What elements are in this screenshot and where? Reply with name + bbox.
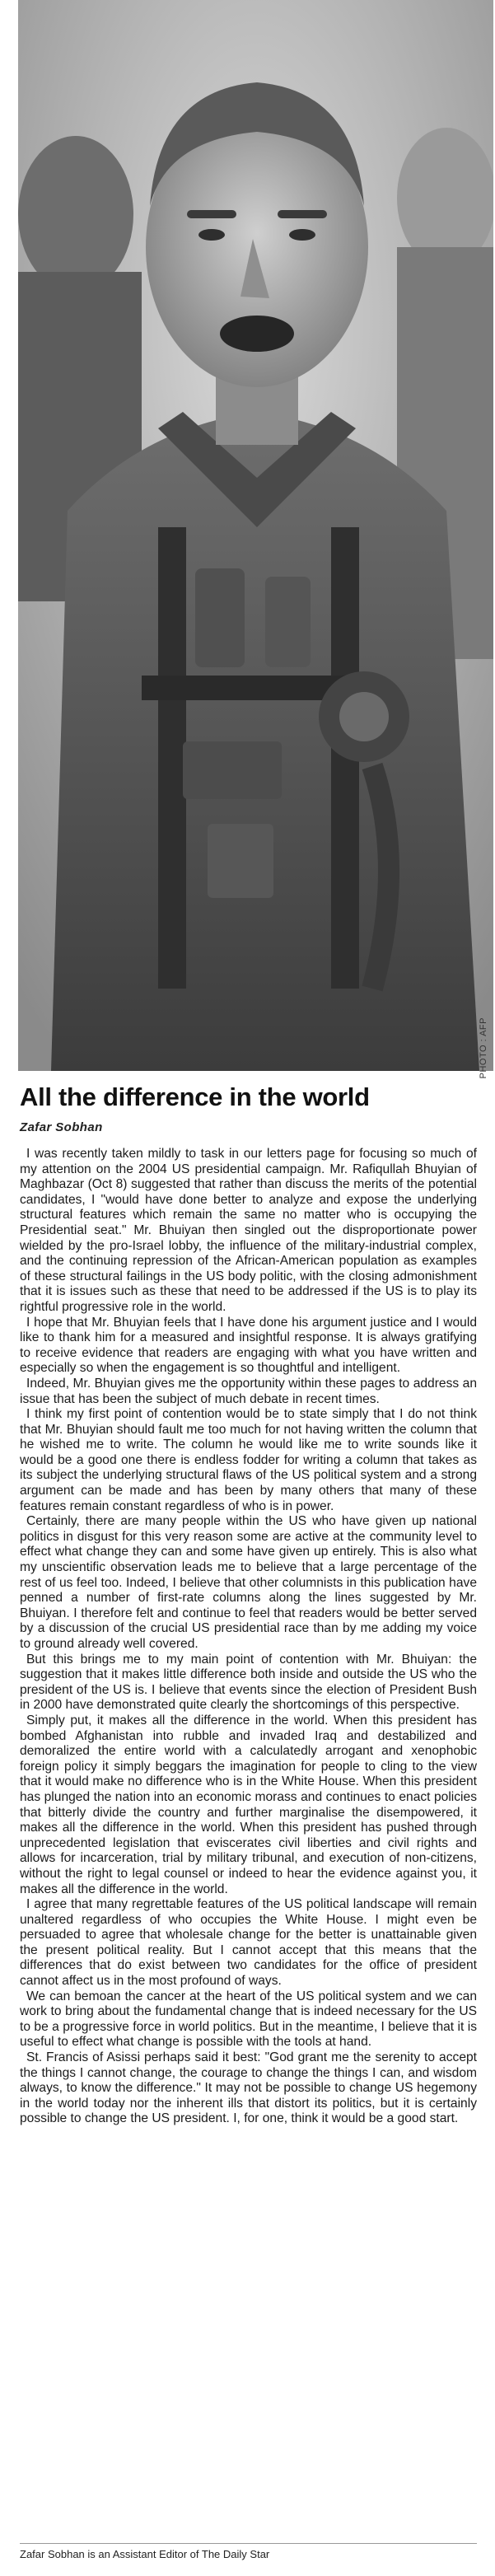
- photo-credit: PHOTO : AFP: [479, 1017, 488, 1079]
- article-paragraph: I think my first point of contention would be to state simply that I do not think that Mr. Bhuyian should fault me too much for not having written the column that he wished me to write. The column he would like me to write sounds like it would be a good one there is endless fodder for writing a column that takes as its subject the underlying structural flaws of the US political system and a strong argument can be made and has been by many others that many of these features remain constant regardless of who is in power.: [20, 1407, 477, 1513]
- article-byline: Zafar Sobhan: [20, 1120, 103, 1134]
- article-paragraph: We can bemoan the cancer at the heart of the US political system and we can work to bring about the fundamental change that is indeed necessary for the US to be a progressive force in world politics. But in the meantime, I believe that it is useful to effect what change is possible with the tools at hand.: [20, 1989, 477, 2050]
- article-paragraph: But this brings me to my main point of contention with Mr. Bhuiyan: the suggestion that it makes little difference both inside and outside the US who the president of the US is. I believe that events since the election of President Bush in 2000 have demonstrated quite clearly the shortcomings of this perspective.: [20, 1652, 477, 1713]
- article-paragraph: St. Francis of Asissi perhaps said it best: "God grant me the serenity to accept the things I cannot change, the courage to change the things I can, and wisdom always, to know the difference." It may not be possible to change US hegemony in the world today nor the inherent ills that distort its politics, but it is certainly possible to change the US president. I, for one, think it would be a good start.: [20, 2050, 477, 2126]
- article-paragraph: I hope that Mr. Bhuyian feels that I have done his argument justice and I would like to thank him for a measured and insightful response. It is always gratifying to receive evidence that readers are engaging with what you have written and especially so when the engagement is so thoughtful and intelligent.: [20, 1315, 477, 1376]
- author-footnote: Zafar Sobhan is an Assistant Editor of The Daily Star: [20, 2548, 270, 2560]
- article-paragraph: I agree that many regrettable features of the US political landscape will remain unaltered regardless of who occupies the White House. I might even be persuaded to agree that wholesale change for the better is unattainable given the present political reality. But I cannot accept that this means that the differences that do exist between two candidates for the office of president cannot affect us in the most profound of ways.: [20, 1897, 477, 1989]
- article-body: [20, 1147, 477, 2127]
- footer-divider: [20, 2543, 477, 2544]
- article-paragraph: Simply put, it makes all the difference in the world. When this president has bombed Afghanistan into rubble and invaded Iraq and destabilized and demoralized the entire world with a calculatedly arrogant and xenophobic foreign policy it simply beggars the imagination for people to cling to the view that it would make no difference who is in the White House. When this president has plunged the nation into an economic morass and continues to enact policies that bitterly divide the country and further marginalise the disempowered, it makes all the difference in the world. When this president has pushed through unprecedented legislation that eviscerates civil liberties and civil rights and allows for incarceration, trial by military tribunal, and execution of non-citizens, without the right to legal counsel or indeed to hear the evidence against you, it makes all the difference in the world.: [20, 1713, 477, 1896]
- article-paragraph: Certainly, there are many people within the US who have given up national politics in disgust for this very reason some are active at the community level to effect what change they can and some have given up entirely. This is also what my unscientific observation leads me to believe that a large percentage of the rest of us feel too. Indeed, I believe that other columnists in this publication have penned a number of first-rate columns along the lines suggested by Mr. Bhuiyan. I therefore felt and continue to feel that readers would be better served by a discussion of the crucial US presidential race than by me adding my voice to ground already well covered.: [20, 1514, 477, 1651]
- article-paragraph: Indeed, Mr. Bhuyian gives me the opportunity within these pages to address an issue that has been the subject of much debate in recent times.: [20, 1376, 477, 1406]
- article-photo: [18, 0, 493, 1071]
- article-paragraph: I was recently taken mildly to task in our letters page for focusing so much of my attention on the 2004 US presidential campaign. Mr. Rafiqullah Bhuyian of Maghbazar (Oct 8) suggested that rather than discuss the merits of the potential candidates, I "would have done better to analyze and expose the underlying structural features which remain the same no matter who is occupying the Presidential seat." Mr. Bhuiyan then singled out the disproportionate power wielded by the pro-Israel lobby, the influence of the military-industrial complex, and the continuing repression of the African-American population as examples of these structural failings in the US body politic, with the closing admonishment that it is issues such as these that need to be addressed if the US is to play its rightful progressive role in the world.: [20, 1147, 477, 1314]
- article-headline: All the difference in the world: [20, 1082, 370, 1111]
